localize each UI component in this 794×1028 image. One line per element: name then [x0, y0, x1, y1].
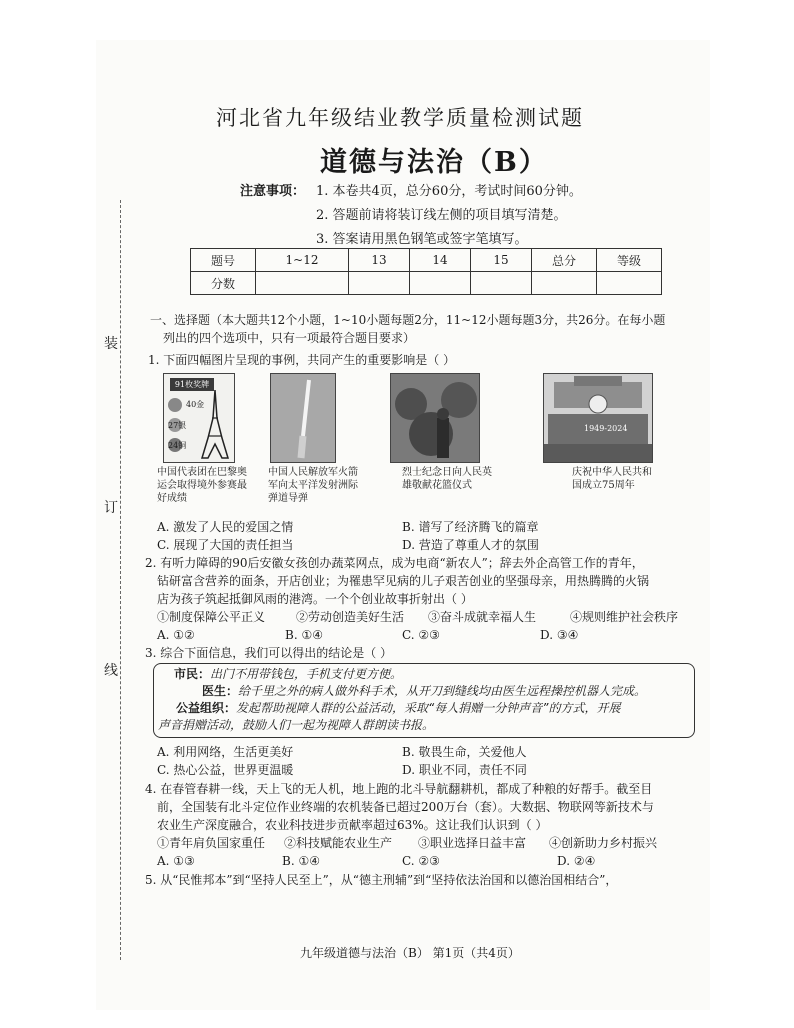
quote-text: 出门不用带钱包，手机支付更方便。 [210, 667, 403, 681]
bronze-count: 24铜 [168, 441, 187, 450]
q3-stem: 3. 综合下面信息，我们可以得出的结论是（ ） [145, 646, 393, 660]
flower-basket-ceremony-icon [391, 374, 479, 462]
quote-text: 发起帮助视障人群的公益活动，采取“每人捐赠一分钟声音”的方式，开展 [236, 701, 621, 715]
q2-item: ④规则维护社会秩序 [570, 610, 679, 624]
q2-item: ①制度保障公平正义 [157, 610, 266, 624]
score-header-cell: 题号 [191, 249, 256, 272]
score-header-cell: 15 [471, 249, 532, 272]
q1-caption: 中国人民解放军火箭军向太平洋发射洲际弹道导弹 [268, 467, 358, 504]
q1-image-ceremony [390, 373, 480, 463]
q2-stem-line: 钻研富含营养的面条，开店创业；为罹患罕见病的儿子艰苦创业的坚强母亲，用热腾腾的火锅 [157, 574, 650, 588]
quote-line-tail: 声音捐赠活动，鼓励人们一起为视障人群朗读书报。 [158, 718, 435, 732]
q3-option-c: C. 热心公益，世界更温暖 [157, 763, 294, 777]
q4-option-b: B. ①④ [282, 854, 320, 868]
q1-option-a: A. 激发了人民的爱国之情 [157, 520, 294, 534]
q1-caption: 庆祝中华人民共和国成立75周年 [572, 467, 652, 491]
score-cell[interactable] [532, 272, 597, 295]
quote-line [174, 666, 402, 683]
q4-item: ①青年肩负国家重任 [157, 836, 266, 850]
q1-option-b: B. 谱写了经济腾飞的篇章 [402, 520, 539, 534]
q3-option-d: D. 职业不同，责任不同 [402, 763, 527, 777]
section-heading-cont: 列出的四个选项中，只有一项最符合题目要求） [163, 331, 416, 345]
quote-speaker: 医生： [202, 684, 239, 698]
q1-image-anniversary [543, 373, 653, 463]
note-item: 1. 本卷共4页，总分60分，考试时间60分钟。 [316, 184, 582, 199]
score-cell[interactable] [349, 272, 410, 295]
q1-image-medals [163, 373, 235, 463]
score-cell[interactable] [256, 272, 349, 295]
q2-option-b: B. ①④ [285, 628, 323, 642]
q1-stem: 1. 下面四幅图片呈现的事例，共同产生的重要影响是（ ） [148, 353, 456, 367]
score-header-cell: 等级 [597, 249, 662, 272]
page-footer: 九年级道德与法治（B） 第1页（共4页） [300, 946, 520, 960]
q1-option-c: C. 展现了大国的责任担当 [157, 538, 294, 552]
score-table [190, 248, 662, 295]
quote-line [176, 700, 620, 717]
anniversary-flowerbed-icon [544, 374, 652, 462]
q3-option-a: A. 利用网络，生活更美好 [157, 745, 294, 759]
q2-option-a: A. ①② [157, 628, 195, 642]
score-header-cell: 总分 [532, 249, 597, 272]
quote-text: 给千里之外的病人做外科手术，从开刀到缝线均由医生远程操控机器人完成。 [238, 684, 647, 698]
binding-dashed-line [120, 200, 121, 960]
missile-launch-icon [271, 374, 335, 462]
q2-item: ③奋斗成就幸福人生 [428, 610, 537, 624]
q2-option-d: D. ③④ [540, 628, 579, 642]
score-cell[interactable] [471, 272, 532, 295]
quote-line [202, 683, 646, 700]
q4-option-a: A. ①③ [157, 854, 195, 868]
q5-stem-line: 5. 从“民惟邦本”到“坚持人民至上”，从“德主刑辅”到“坚持依法治国和以德治国相结合”， [145, 873, 618, 887]
note-item: 2. 答题前请将装订线左侧的项目填写清楚。 [316, 208, 567, 223]
notes-label: 注意事项： [240, 184, 306, 199]
eiffel-tower-icon [200, 388, 230, 460]
score-header-cell: 1~12 [256, 249, 349, 272]
q4-stem-line: 前，全国装有北斗定位作业终端的农机装备已超过200万台（套）。大数据、物联网等新技术与 [157, 800, 654, 814]
q1-image-missile [270, 373, 336, 463]
anniversary-years-text: 1949-2024 [584, 424, 628, 433]
note-item: 3. 答案请用黑色钢笔或签字笔填写。 [316, 232, 528, 247]
quote-speaker: 市民： [174, 667, 211, 681]
score-header-cell: 13 [349, 249, 410, 272]
section-heading: 一、选择题（本大题共12个小题，1~10小题每题2分，11~12小题每题3分，共26分。在每小题 [150, 313, 666, 327]
q2-option-c: C. ②③ [402, 628, 440, 642]
gold-medal-icon [168, 398, 182, 412]
q2-stem-line: 店为孩子筑起抵御风雨的港湾。一个个创业故事折射出（ ） [157, 592, 473, 606]
gold-count: 40金 [186, 400, 205, 409]
q2-stem-line: 2. 有听力障碍的90后安徽女孩创办蔬菜网点，成为电商“新农人”；辞去外企高管工作的青年， [145, 556, 644, 570]
q4-stem-line: 农业生产深度融合，农业科技进步贡献率超过63%。这让我们认识到（ ） [157, 818, 548, 832]
silver-count: 27银 [168, 421, 187, 430]
q4-item: ④创新助力乡村振兴 [549, 836, 658, 850]
q1-caption: 中国代表团在巴黎奥运会取得境外参赛最好成绩 [157, 467, 247, 504]
q4-stem-line: 4. 在春管春耕一线，天上飞的无人机，地上跑的北斗导航翻耕机，都成了种粮的好帮手。截至目 [145, 782, 653, 796]
score-cell[interactable] [597, 272, 662, 295]
quote-speaker: 公益组织： [176, 701, 237, 715]
binding-char-zhuang: 装 [104, 336, 118, 352]
exam-title: 河北省九年级结业教学质量检测试题 [216, 106, 584, 130]
score-header-cell: 14 [410, 249, 471, 272]
q1-option-d: D. 营造了尊重人才的氛围 [402, 538, 539, 552]
q4-option-d: D. ②④ [557, 854, 596, 868]
q4-item: ③职业选择日益丰富 [418, 836, 527, 850]
subject-title: 道德与法治（B） [320, 147, 548, 178]
medal-count-badge: 91枚奖牌 [170, 378, 214, 391]
q3-quote-box [153, 663, 695, 738]
q3-option-b: B. 敬畏生命，关爱他人 [402, 745, 527, 759]
q4-option-c: C. ②③ [402, 854, 440, 868]
q2-item: ②劳动创造美好生活 [296, 610, 405, 624]
q4-item: ②科技赋能农业生产 [284, 836, 393, 850]
q1-caption: 烈士纪念日向人民英雄敬献花篮仪式 [402, 467, 492, 491]
binding-char-ding: 订 [104, 500, 118, 516]
binding-char-xian: 线 [104, 663, 118, 679]
score-row-label: 分数 [191, 272, 256, 295]
score-cell[interactable] [410, 272, 471, 295]
